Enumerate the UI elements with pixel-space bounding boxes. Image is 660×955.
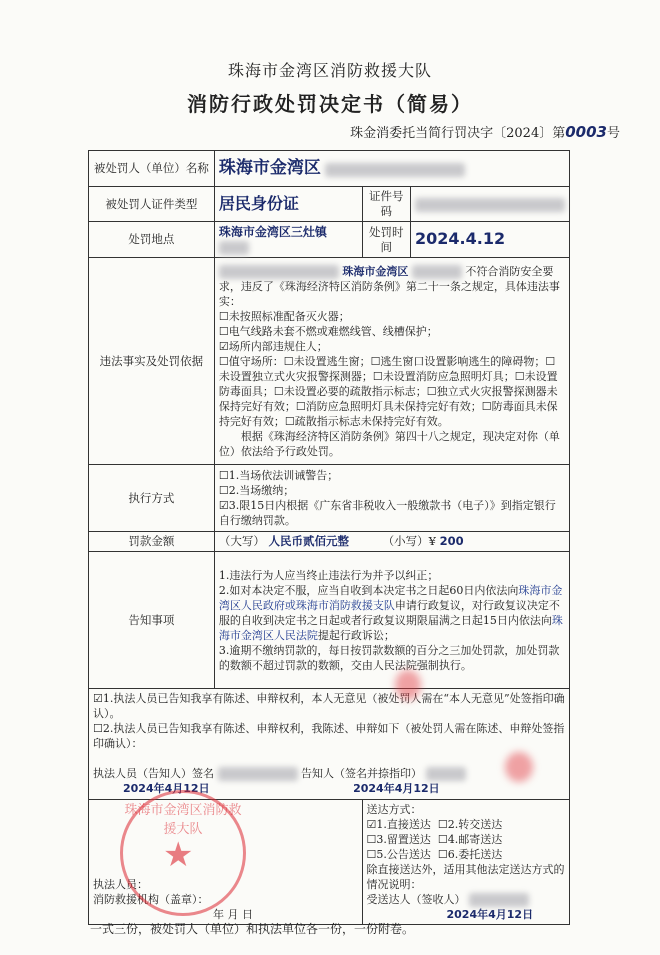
confirm-item-2: ☐2.执法人员已告知我享有陈述、申辩权利，我陈述、申辩如下（被处罚人需在陈述、申辩处签指印确认）： — [93, 722, 565, 750]
violation-cell — [214, 258, 569, 465]
notice-item-2d: 珠海市金湾区人民法院 — [218, 613, 563, 642]
confirmation-cell — [89, 689, 570, 800]
delivery-item: ☐2.转交送达 — [437, 818, 503, 831]
redacted-block — [412, 265, 462, 279]
date-right: 2024年4月12日 — [353, 782, 440, 795]
violation-item: ☐值守场所：☐未设置逃生窗；☐逃生窗口设置影响逃生的障碍物；☐未设置独立式火灾报警探测器；☐未设置消防应急照明灯具；☐未设置防毒面具；☐未设置必要的疏散指示标志；☐独立式火灾报警探测器未保持完好有效；☐消防应急照明灯具未保持完好有效；☐防毒面具未保持完好有效；☐疏散指示标志未保持完好有效。 — [218, 354, 558, 428]
execution-cell — [214, 465, 569, 532]
fine-upper-value: 人民币贰佰元整 — [268, 534, 349, 548]
agency-date: 年 月 日 — [213, 908, 253, 921]
receiver-date: 2024年4月12日 — [446, 908, 534, 921]
fine-label: 罚款金额 — [89, 532, 215, 552]
delivery-label: 送达方式： — [366, 803, 422, 816]
agency-sign-officer: 执法人员： — [93, 878, 148, 891]
violation-item: ☐电气线路未套不燃或难燃线管、线槽保护； — [218, 324, 438, 338]
notice-item-2a: 2.如对本决定不服，应当自收到本决定书之日起60日内依法向 — [218, 583, 519, 597]
fine-cell — [214, 532, 569, 552]
notice-cell — [214, 552, 569, 689]
delivery-item: ☐4.邮寄送达 — [437, 833, 503, 846]
footer-note: 一式三份，被处罚人（单位）和执法单位各一份，一份附卷。 — [90, 922, 415, 936]
fine-lower-label: （小写）¥ — [382, 534, 436, 548]
id-type-value: 居民身份证 — [218, 193, 299, 213]
fingerprint-mark — [505, 752, 533, 782]
execution-label: 执行方式 — [89, 465, 215, 532]
redacted-block — [426, 767, 466, 781]
place-value: 珠海市金湾区三灶镇 — [218, 224, 327, 239]
doc-number-prefix: 珠金消委托当简行罚决字〔2024〕第 — [350, 126, 566, 141]
notice-item-2b: 珠海市金湾区人民政府或珠海市消防救援支队 — [218, 583, 563, 612]
violation-party-hw: 珠海市金湾区 — [342, 264, 409, 278]
document-title: 消防行政处罚决定书（简易） — [187, 92, 473, 116]
execution-item: ☐1.当场依法训诫警告； — [218, 469, 339, 482]
notice-item-2e: 提起行政诉讼； — [317, 628, 395, 642]
notice-item-3: 3.逾期不缴纳罚款的，每日按罚款数额的百分之三加处罚款，加处罚款的数额不超过罚款的数额，交由人民法院强制执行。 — [218, 643, 560, 672]
place-label: 处罚地点 — [89, 222, 215, 258]
delivery-note: 除直接送达外，适用其他法定送达方式的情况说明： — [366, 863, 565, 891]
delivery-item: ☑1.直接送达 — [366, 818, 431, 831]
redacted-block — [218, 767, 298, 781]
fine-upper-label: （大写） — [218, 534, 265, 548]
confirm-item-1: ☑1.执法人员已告知我享有陈述、申辩权利，本人无意见（被处罚人需在“本人无意见”处签指印确认）。 — [93, 692, 565, 720]
time-value: 2024.4.12 — [415, 229, 506, 248]
delivery-cell — [362, 800, 570, 925]
party-name-label: 被处罚人（单位）名称 — [89, 151, 215, 187]
time-cell — [411, 222, 570, 258]
delivery-item: ☐5.公告送达 — [366, 848, 431, 861]
time-label: 处罚时间 — [362, 222, 411, 258]
fine-lower-value: 200 — [439, 534, 464, 548]
execution-item: ☐2.当场缴纳； — [218, 484, 295, 497]
violation-label: 违法事实及处罚依据 — [89, 258, 215, 465]
delivery-item: ☐3.留置送达 — [366, 833, 431, 846]
id-number-label: 证件号码 — [362, 187, 411, 222]
agency-title: 珠海市金湾区消防救援大队 — [227, 61, 432, 80]
agency-sign-seal: 消防救援机构（盖章）： — [93, 893, 209, 906]
place-cell — [214, 222, 362, 258]
redacted-block — [415, 198, 565, 212]
execution-item: ☑3.限15日内根据《广东省非税收入一般缴款书（电子）》到指定银行自行缴纳罚款。 — [218, 499, 556, 527]
date-left: 2024年4月12日 — [123, 782, 210, 795]
seal-text: 珠海市金湾区消防救援大队 — [124, 803, 242, 837]
notice-label: 告知事项 — [89, 552, 215, 689]
redacted-block — [469, 893, 529, 907]
party-name-cell — [214, 151, 569, 187]
notice-item-1: 1.违法行为人应当终止违法行为并予以纠正； — [218, 568, 439, 582]
document-number — [350, 122, 620, 141]
official-seal — [120, 790, 246, 916]
party-name-value: 珠海市金湾区 — [218, 157, 321, 178]
redacted-block — [219, 265, 339, 279]
notifier-label: 告知人（签名并捺指印） — [301, 767, 422, 780]
violation-item: ☑场所内部违规住人； — [218, 339, 328, 353]
id-type-cell — [214, 187, 362, 222]
id-number-cell — [411, 187, 570, 222]
violation-item: ☐未按照标准配备灭火器； — [218, 309, 350, 323]
doc-number-suffix: 号 — [606, 126, 620, 141]
redacted-block — [219, 241, 249, 255]
receiver-label: 受送达人（签收人） — [366, 893, 466, 906]
redacted-block — [325, 163, 465, 177]
fingerprint-mark — [395, 670, 421, 700]
delivery-item: ☐6.委托送达 — [437, 848, 503, 861]
officer-sign-label: 执法人员（告知人）签名 — [93, 767, 214, 780]
violation-intro: 不符合消防安全要求，违反了《珠海经济特区消防条例》第二十一条之规定，具体违法事实： — [218, 264, 560, 308]
notice-item-2c: 申请行政复议，对行政复议决定不服的自收到决定书之日起或者行政复议期限届满之日起15日内依法向 — [218, 598, 560, 627]
id-type-label: 被处罚人证件类型 — [89, 187, 215, 222]
violation-basis: 根据《珠海经济特区消防条例》第四十八之规定，现决定对你（单位）依法给予行政处罚。 — [218, 429, 560, 458]
seal-star-icon: ★ — [163, 835, 194, 875]
doc-number-handwritten: 0003 — [565, 123, 607, 141]
